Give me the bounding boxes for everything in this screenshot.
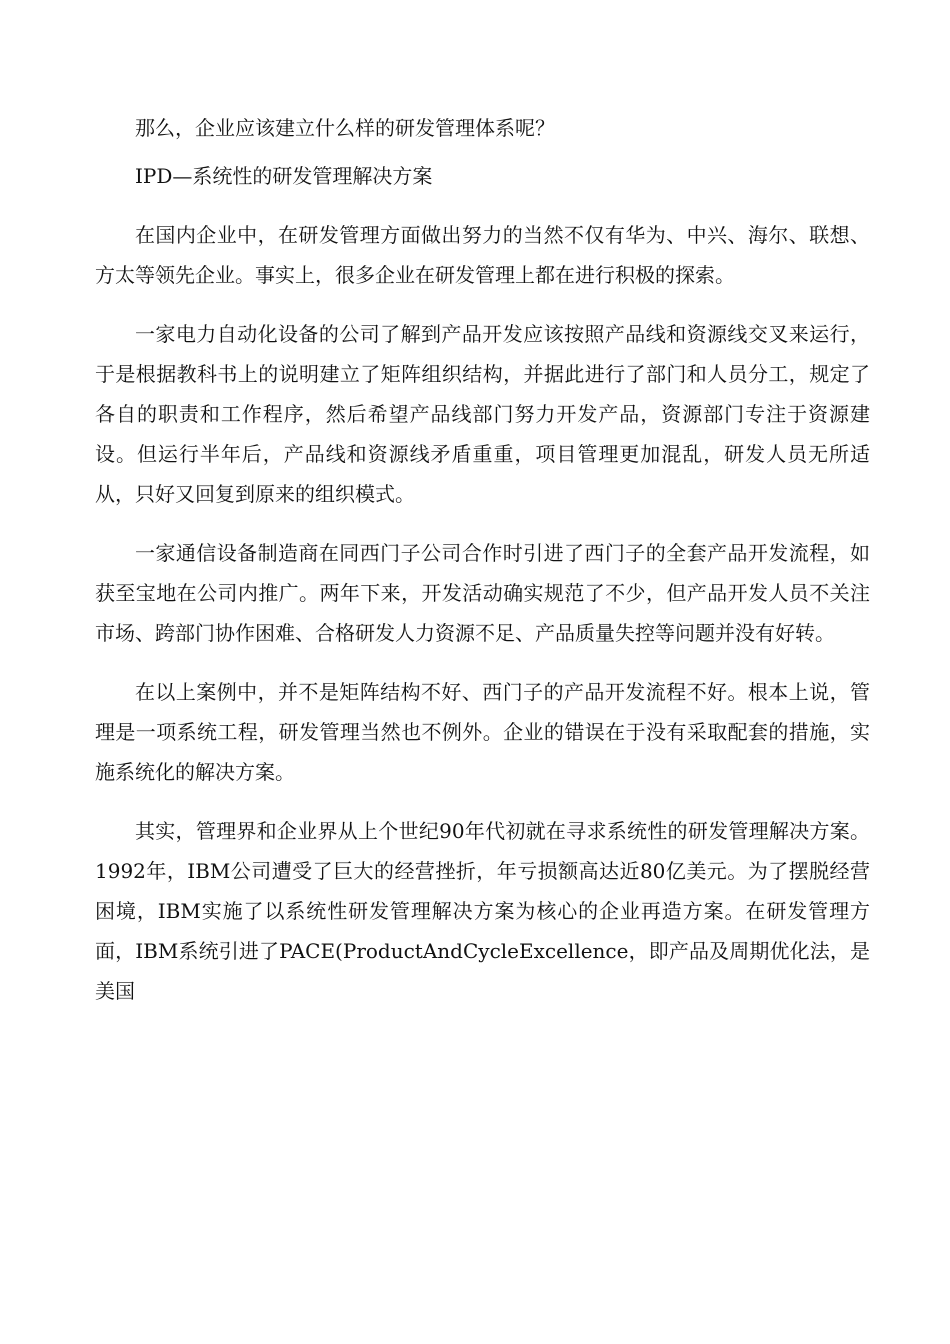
paragraph-domestic-enterprises: 在国内企业中，在研发管理方面做出努力的当然不仅有华为、中兴、海尔、联想、方太等领先企业。事实上，很多企业在研发管理上都在进行积极的探索。 (95, 223, 870, 287)
document-page (95, 108, 870, 1011)
paragraph-question: 那么，企业应该建立什么样的研发管理体系呢？ (135, 116, 555, 140)
paragraph-ibm-history: 其实，管理界和企业界从上个世纪90年代初就在寻求系统性的研发管理解决方案。1992年，IBM公司遭受了巨大的经营挫折，年亏损额高达近80亿美元。为了摆脱经营困境，IBM实施了以系统性研发管理解决方案为核心的企业再造方案。在研发管理方面，IBM系统引进了PACE(ProductAndCycleExcellence，即产品及周期优化法，是美国 (95, 819, 870, 1003)
paragraph-power-automation-case: 一家电力自动化设备的公司了解到产品开发应该按照产品线和资源线交叉来运行，于是根据教科书上的说明建立了矩阵组织结构，并据此进行了部门和人员分工，规定了各自的职责和工作程序，然后希望产品线部门努力开发产品，资源部门专注于资源建设。但运行半年后，产品线和资源线矛盾重重，项目管理更加混乱，研发人员无所适从，只好又回复到原来的组织模式。 (95, 322, 870, 506)
paragraph-telecom-case: 一家通信设备制造商在同西门子公司合作时引进了西门子的全套产品开发流程，如获至宝地在公司内推广。两年下来，开发活动确实规范了不少，但产品开发人员不关注市场、跨部门协作困难、合格研发人力资源不足、产品质量失控等问题并没有好转。 (95, 541, 870, 645)
section-heading-ipd: IPD—系统性的研发管理解决方案 (135, 164, 433, 188)
paragraph-case-analysis: 在以上案例中，并不是矩阵结构不好、西门子的产品开发流程不好。根本上说，管理是一项系统工程，研发管理当然也不例外。企业的错误在于没有采取配套的措施，实施系统化的解决方案。 (95, 680, 870, 784)
